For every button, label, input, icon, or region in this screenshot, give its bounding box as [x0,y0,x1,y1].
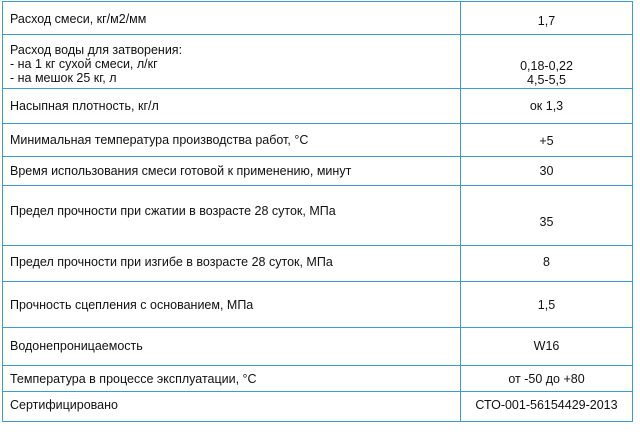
row-value: 0,18-0,22 4,5-5,5 [461,35,633,89]
row-label: Расход смеси, кг/м2/мм [3,2,461,35]
table-row [3,246,633,282]
row-value: +5 [461,124,633,157]
row-label: Минимальная температура производства работ, °С [3,124,461,157]
row-value: 30 [461,157,633,186]
row-value: 8 [461,246,633,282]
row-value: ок 1,3 [461,89,633,124]
spec-table [2,1,633,422]
table-row [3,157,633,186]
table-row [3,366,633,392]
table-row [3,2,633,35]
row-label: Прочность сцепления с основанием, МПа [3,282,461,328]
row-label: Температура в процессе эксплуатации, °С [3,366,461,392]
row-label: Расход воды для затворения: - на 1 кг сухой смеси, л/кг - на мешок 25 кг, л [3,35,461,89]
row-value: СТО-001-56154429-2013 [461,392,633,422]
table-row [3,124,633,157]
table-row [3,35,633,89]
table-row [3,89,633,124]
row-value: 1,5 [461,282,633,328]
row-label: Сертифицировано [3,392,461,422]
row-value: 1,7 [461,2,633,35]
row-label: Время использования смеси готовой к применению, минут [3,157,461,186]
table-row [3,186,633,246]
table-row [3,328,633,366]
row-label: Предел прочности при сжатии в возрасте 28 суток, МПа [3,186,461,246]
row-value: от -50 до +80 [461,366,633,392]
row-value: 35 [461,186,633,246]
row-label: Водонепроницаемость [3,328,461,366]
table-row [3,282,633,328]
row-label: Насыпная плотность, кг/л [3,89,461,124]
table-row [3,392,633,422]
row-label: Предел прочности при изгибе в возрасте 28 суток, МПа [3,246,461,282]
row-value: W16 [461,328,633,366]
